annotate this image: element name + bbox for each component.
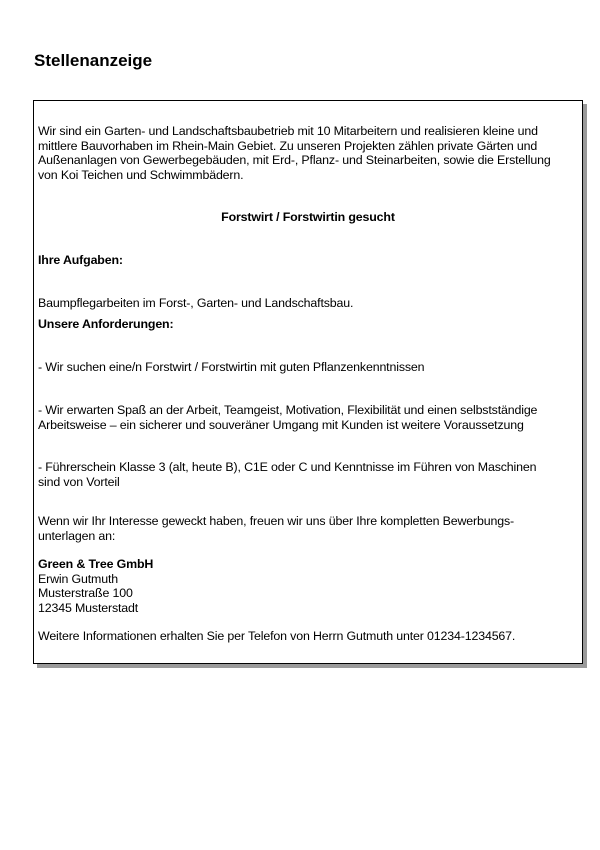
tasks-text: Baumpflegarbeiten im Forst-, Garten- und Landschaftsbau. xyxy=(38,296,354,310)
contact-person: Erwin Gutmuth xyxy=(38,571,118,586)
footer-info: Weitere Informationen erhalten Sie per Telefon von Herrn Gutmuth unter 01234-1234567. xyxy=(38,629,516,643)
job-ad-box xyxy=(33,100,583,664)
contact-city: 12345 Musterstadt xyxy=(38,600,139,615)
requirement-item: - Wir suchen eine/n Forstwirt / Forstwirtin mit guten Pflanzenkenntnissen xyxy=(38,360,425,374)
requirement-item: sind von Vorteil xyxy=(38,474,120,489)
intro-line: Wir sind ein Garten- und Landschaftsbaubetrieb mit 10 Mitarbeitern und realisieren kleine und xyxy=(38,124,538,138)
contact-company: Green & Tree GmbH xyxy=(38,557,154,571)
requirement-item: - Wir erwarten Spaß an der Arbeit, Teamgeist, Motivation, Flexibilität und einen selbstständige xyxy=(38,403,538,417)
intro-line: von Koi Teichen und Schwimmbädern. xyxy=(38,167,244,182)
tasks-heading: Ihre Aufgaben: xyxy=(38,253,123,267)
closing-text: Wenn wir Ihr Interesse geweckt haben, freuen wir uns über Ihre kompletten Bewerbungs- xyxy=(38,514,515,528)
contact-street: Musterstraße 100 xyxy=(38,586,133,600)
closing-text: unterlagen an: xyxy=(38,528,116,543)
intro-line: mittlere Bauvorhaben im Rhein-Main Gebiet. Zu unseren Projekten zählen private Gärten und xyxy=(38,138,538,153)
requirement-item: Arbeitsweise – ein sicherer und souveräner Umgang mit Kunden ist weitere Voraussetzung xyxy=(38,417,524,432)
page-title: Stellenanzeige xyxy=(34,51,153,70)
job-headline: Forstwirt / Forstwirtin gesucht xyxy=(221,210,395,224)
intro-line: Außenanlagen von Gewerbegebäuden, mit Erd-, Pflanz- und Steinarbeiten, sowie die Erstellung xyxy=(38,153,551,167)
requirements-heading: Unsere Anforderungen: xyxy=(38,317,174,331)
requirement-item: - Führerschein Klasse 3 (alt, heute B), C1E oder C und Kenntnisse im Führen von Maschinen xyxy=(38,460,537,474)
